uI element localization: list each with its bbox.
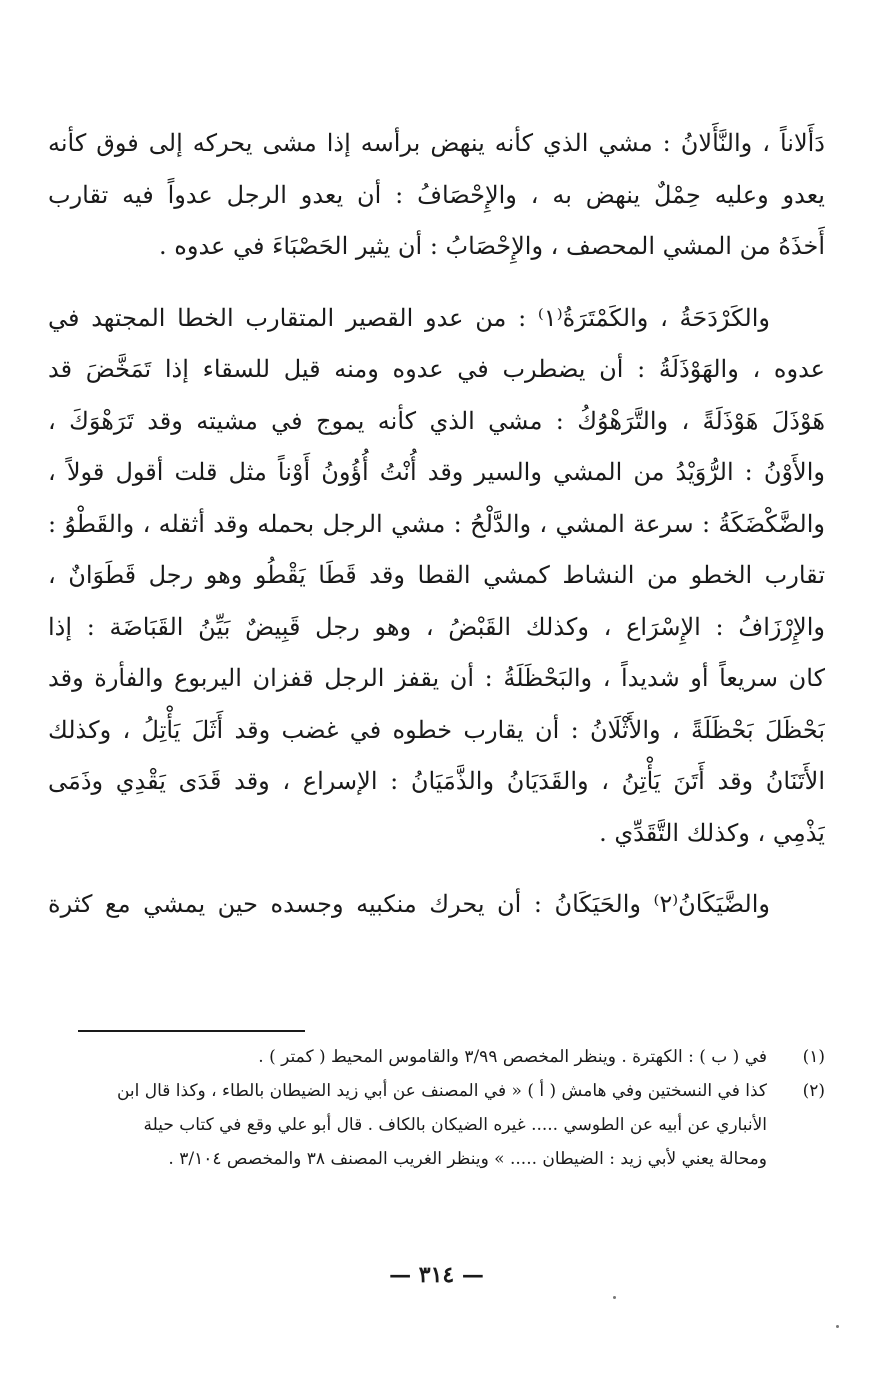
footnote-text: في ( ب ) : الكهترة . وينظر المخصص ٣/٩٩ والقاموس المحيط ( كمتر ) .: [258, 1047, 767, 1067]
text-line: كان سريعاً أو شديداً ، والبَحْظَلَةُ : أن يقفز الرجل قفزان اليربوع والفأرة وقد: [48, 664, 825, 692]
footnote-text: كذا في النسختين وفي هامش ( أ ) « في المصنف عن أبي زيد الضيطان بالطاء ، وكذا قال ابن: [116, 1081, 767, 1101]
text-line: والضَّكْضَكَةُ : سرعة المشي ، والدَّلْحُ : مشي الرجل بحمله وقد أثقله ، والقَطْوُ :: [48, 509, 825, 538]
footnote: [48, 1074, 825, 1108]
paragraph: [48, 118, 825, 273]
text-line: بَحْظَلَ بَحْظَلَةً ، والأَثْلَانُ : أن يقارب خطوه في غضب وقد أَثَلَ يَأْتِلُ ، وكذلك: [48, 715, 825, 744]
footnote-text: الأنباري عن أبيه عن الطوسي ..... غيره الضيكان بالكاف . قال أبو علي وقع في كتاب حيلة: [143, 1115, 767, 1135]
footnote-separator: [78, 1030, 305, 1032]
paragraph: [48, 293, 825, 860]
text-line: دَأَلاناً ، والنَّأَلانُ : مشي الذي كأنه ينهض برأسه إذا مشى يحركه إلى فوق كأنه: [48, 129, 825, 157]
text-line: عدوه ، والهَوْذَلَةُ : أن يضطرب في عدوه ومنه قيل للسقاء إذا تَمَخَّضَ قد: [48, 355, 825, 383]
text-line: والأَوْنُ : الرُّوَيْدُ من المشي والسير وقد أُنْتُ أُؤُونُ أَوْناً مثل قلت أقول قولاً ،: [48, 458, 825, 486]
text-line: أَخذَهُ من المشي المحصف ، والإِحْصَابُ : أن يثير الحَصْبَاءَ في عدوه .: [159, 232, 825, 260]
text-line: تقارب الخطو من النشاط كمشي القطا وقد قَطَا يَقْطُو وهو رجل قَطَوَانٌ ،: [48, 561, 825, 589]
text-line: والإِرْزَافُ : الإِسْرَاع ، وكذلك القَبْضُ ، وهو رجل قَبِيضٌ بَيِّنُ القَبَاضَة : إذا: [48, 612, 825, 641]
footnote-number: (٢): [802, 1081, 825, 1101]
text-line: والضَّيَكَانُ⁽٢⁾ والحَيَكَانُ : أن يحرك منكبيه وجسده حين يمشي مع كثرة: [48, 890, 770, 918]
text-line: هَوْذَلَ هَوْذَلَةً ، والتَّرَهْوُكُ : مشي الذي كأنه يموج في مشيته وقد تَرَهْوَكَ ،: [48, 406, 825, 435]
page-number: — ٣١٤ —: [389, 1262, 484, 1288]
scan-speck: [836, 1325, 839, 1328]
text-line: الأَتَنَانُ وقد أَتَنَ يَأْتِنُ ، والقَدَيَانُ والذَّمَيَانُ : الإسراع ، وقد قَدَى يَقْدِي وذَمَى: [48, 767, 825, 795]
footnote: [48, 1040, 825, 1074]
main-text: [48, 118, 825, 931]
text-line: والكَرْدَحَةُ ، والكَمْتَرَةُ⁽١⁾ : من عدو القصير المتقارب الخطا المجتهد في: [48, 303, 770, 332]
footnote-number: (١): [802, 1047, 825, 1067]
footnotes: [48, 1040, 825, 1176]
text-line: يَذْمِي ، وكذلك التَّقَدِّي .: [599, 818, 825, 847]
footnote-text: ومحالة يعني لأبي زيد : الضيطان ..... » وينظر الغريب المصنف ٣٨ والمخصص ٣/١٠٤ .: [168, 1149, 767, 1169]
text-line: يعدو وعليه حِمْلٌ ينهض به ، والإِحْصَافُ : أن يعدو الرجل عدواً فيه تقارب: [48, 180, 825, 209]
paragraph: [48, 879, 825, 931]
scan-speck: [613, 1296, 616, 1299]
